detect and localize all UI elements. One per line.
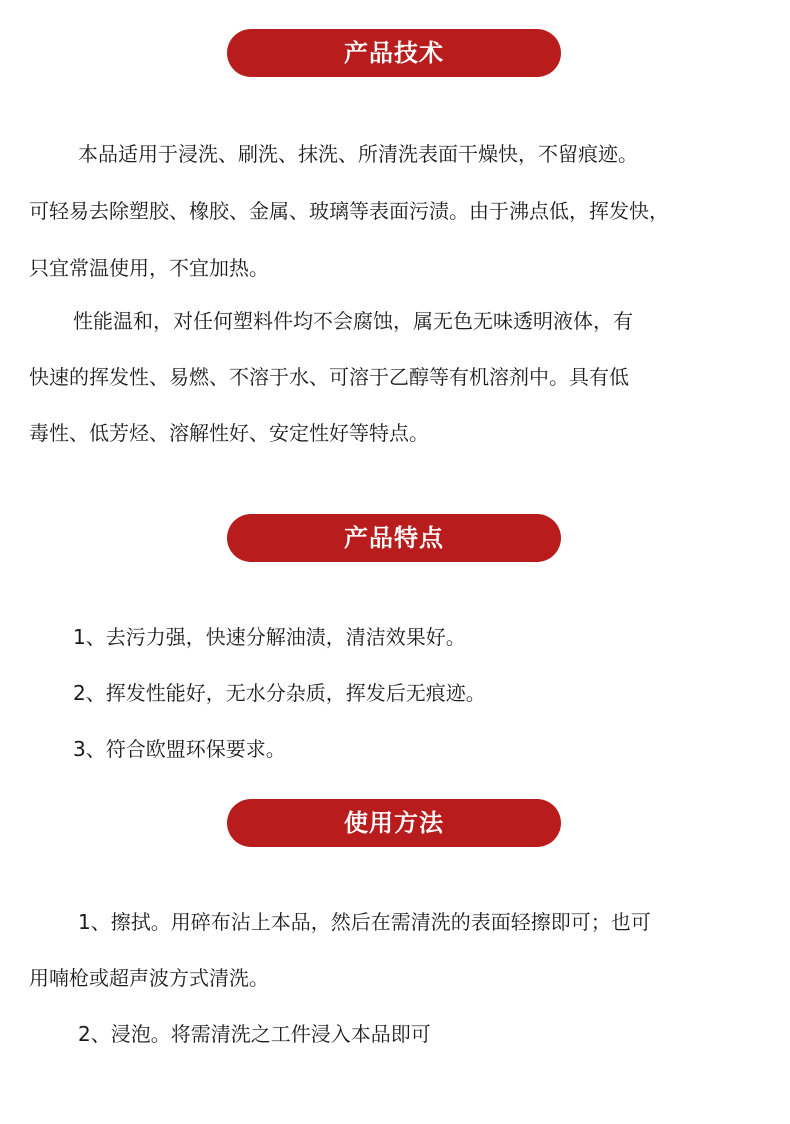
- section-title-technology: 产品技术: [344, 39, 444, 67]
- usage-text-line: 用喃枪或超声波方式清洗。: [29, 966, 269, 990]
- technology-text-line: 性能温和，对任何塑料件均不会腐蚀，属无色无味透明液体，有: [73, 309, 633, 333]
- usage-text-line: 2、浸泡。将需清洗之工件浸入本品即可: [78, 1022, 431, 1046]
- technology-text-line: 可轻易去除塑胶、橡胶、金属、玻璃等表面污渍。由于沸点低，挥发快，: [29, 199, 669, 223]
- section-header-technology: [227, 29, 561, 77]
- section-title-features: 产品特点: [344, 524, 444, 552]
- technology-text-line: 本品适用于浸洗、刷洗、抹洗、所清洗表面干燥快，不留痕迹。: [78, 142, 638, 166]
- feature-list-item: 2、挥发性能好，无水分杂质，挥发后无痕迹。: [73, 681, 486, 705]
- usage-text-line: 1、擦拭。用碎布沾上本品，然后在需清洗的表面轻擦即可；也可: [78, 910, 651, 934]
- feature-list-item: 3、符合欧盟环保要求。: [73, 737, 286, 761]
- section-title-usage: 使用方法: [344, 809, 444, 837]
- technology-text-line: 毒性、低芳烃、溶解性好、安定性好等特点。: [29, 421, 429, 445]
- technology-text-line: 快速的挥发性、易燃、不溶于水、可溶于乙醇等有机溶剂中。具有低: [29, 365, 629, 389]
- technology-text-line: 只宜常温使用，不宜加热。: [29, 256, 269, 280]
- feature-list-item: 1、去污力强，快速分解油渍，清洁效果好。: [73, 625, 466, 649]
- section-header-features: [227, 514, 561, 562]
- section-header-usage: [227, 799, 561, 847]
